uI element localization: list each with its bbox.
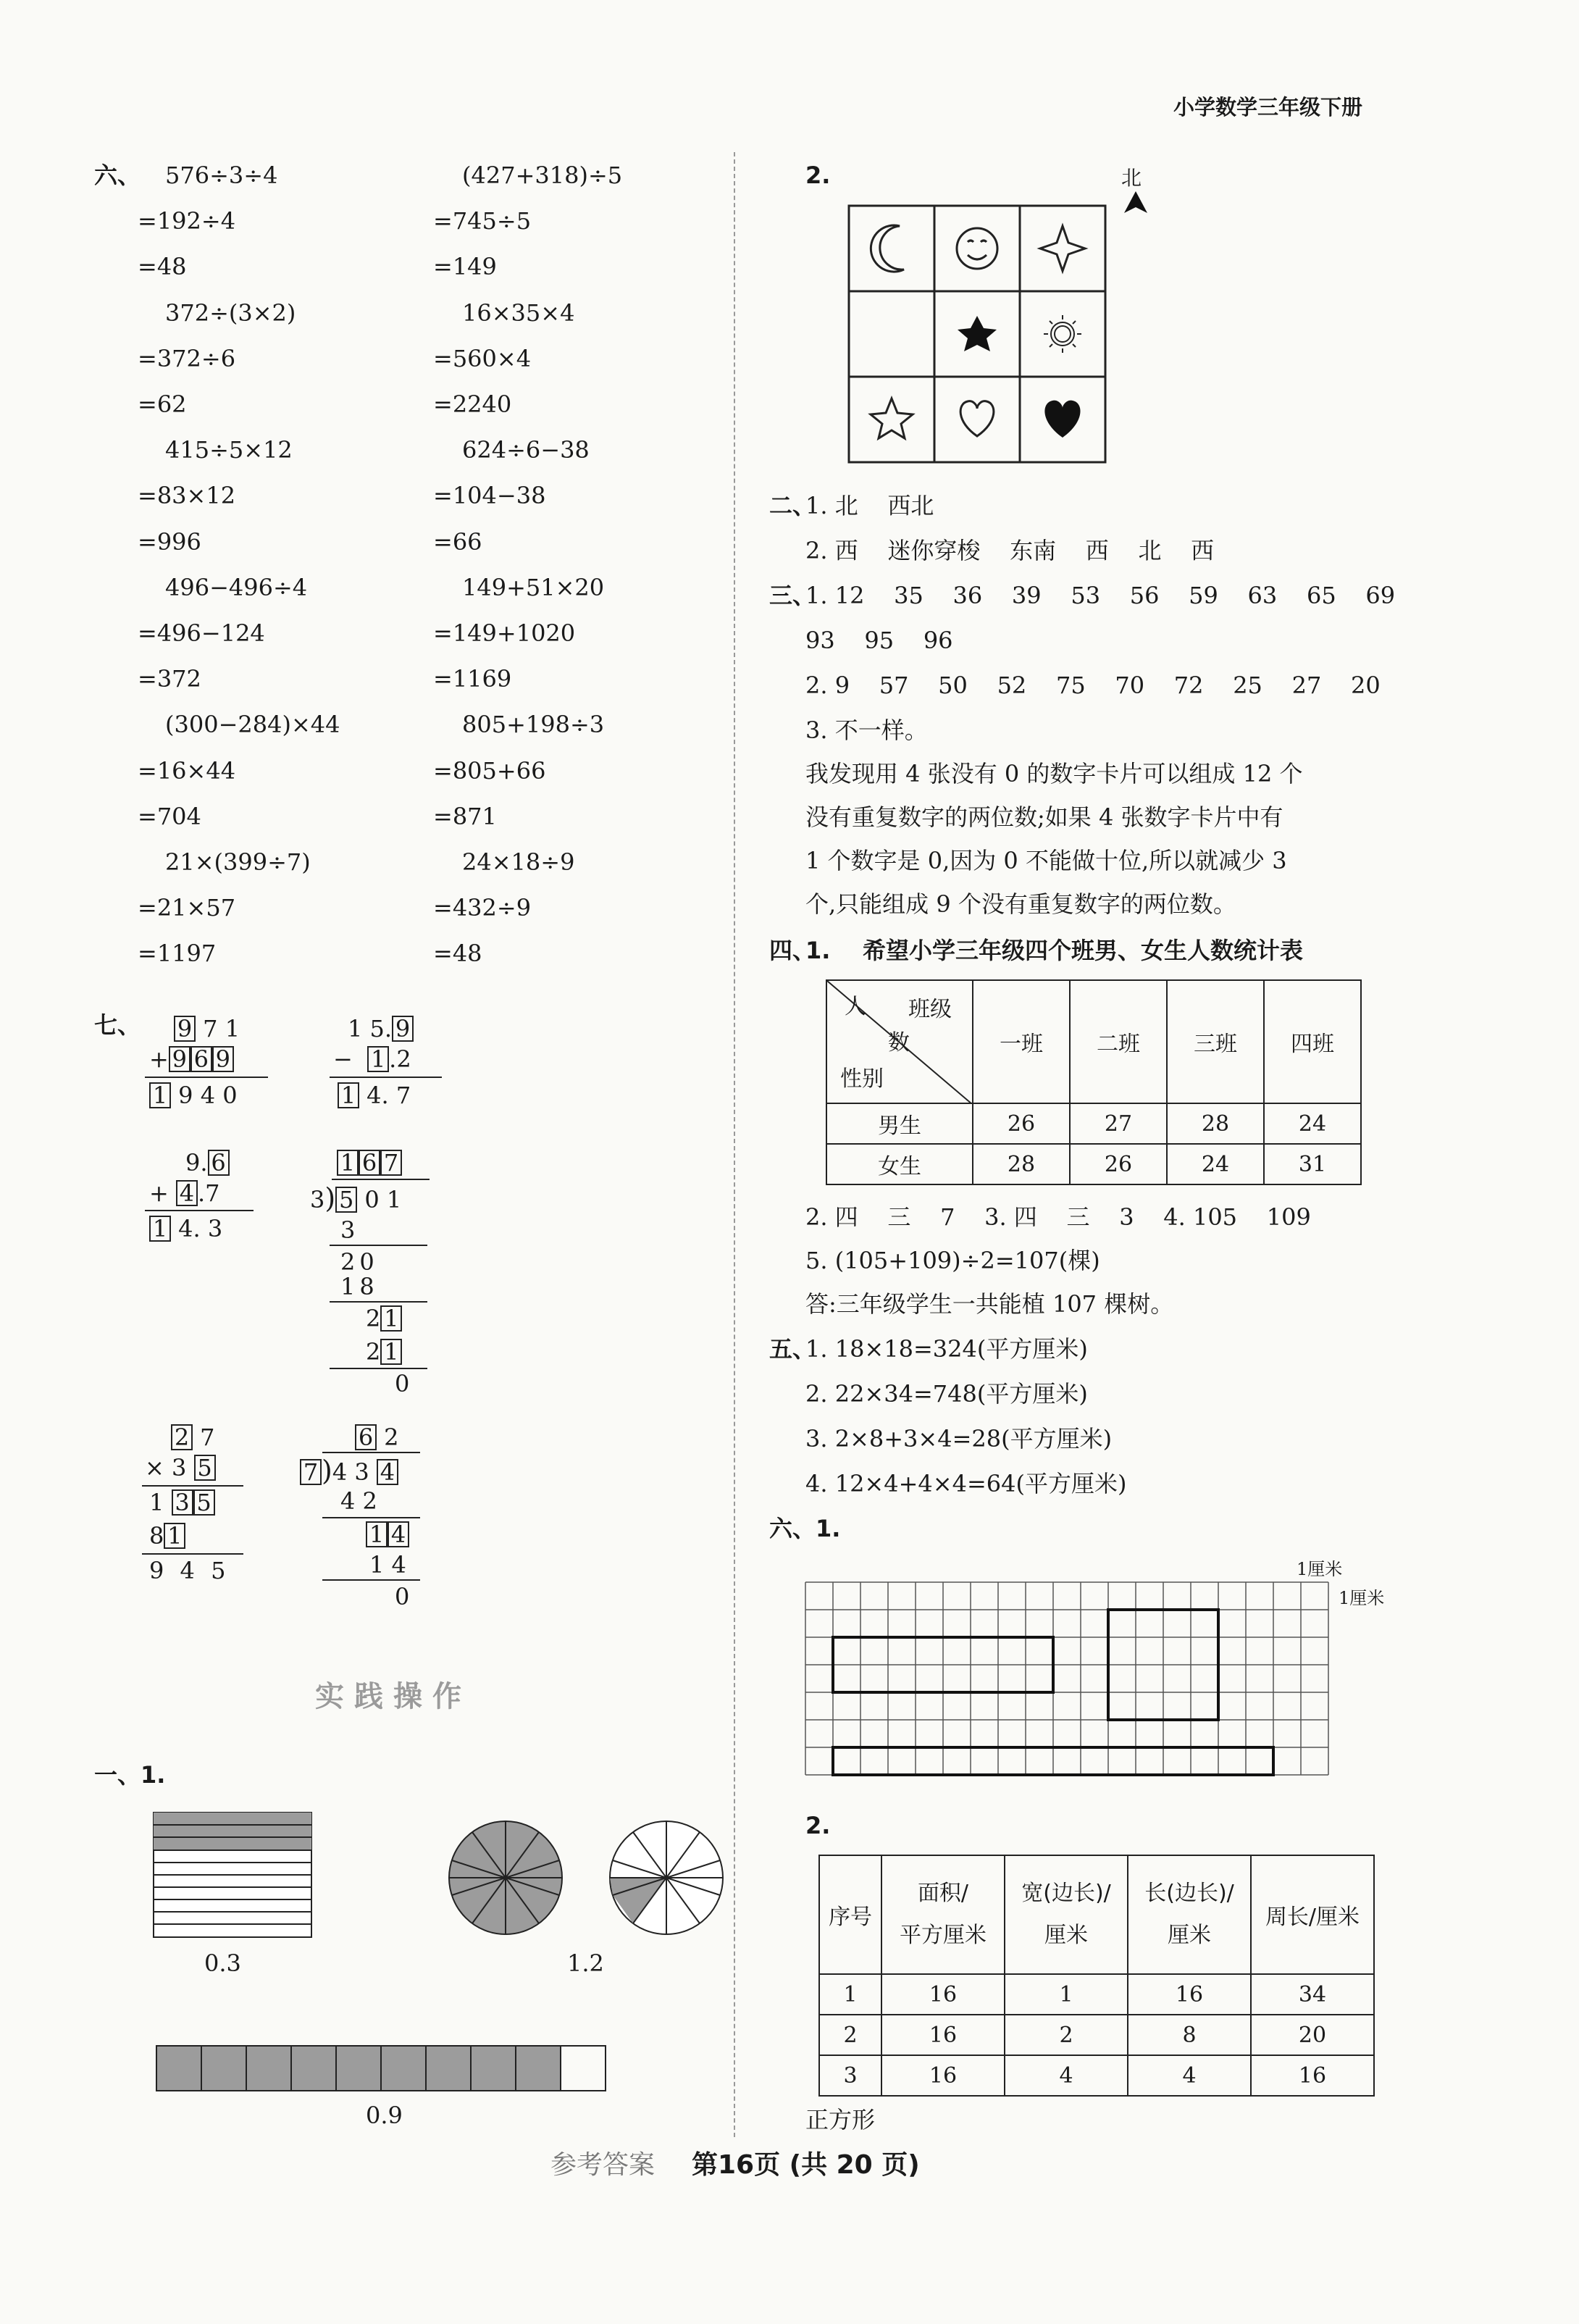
digit: 2 xyxy=(366,1305,381,1332)
practice-title: 实践操作 xyxy=(315,1680,472,1713)
digit-box: 2 xyxy=(171,1424,193,1450)
corner-label-person: 人 xyxy=(845,994,866,1019)
product: 9 4 5 xyxy=(149,1557,230,1584)
digit-box: 1 xyxy=(337,1150,359,1176)
three-answer-3: 3. 不一样。 xyxy=(805,716,928,744)
calc-line: =21×57 xyxy=(138,894,236,921)
calc-line: =432÷9 xyxy=(433,894,532,921)
digit: 0 xyxy=(364,1186,380,1213)
calc-line: =805+66 xyxy=(433,757,546,785)
calc-line: 24×18÷9 xyxy=(462,848,575,876)
digit: 2 xyxy=(384,1424,399,1451)
digit-box: 6 xyxy=(359,1150,380,1176)
fraction-rect-label: 0.3 xyxy=(204,1949,241,1977)
rule xyxy=(145,1210,254,1211)
digit-box: 1 xyxy=(149,1082,171,1108)
digit-box: 1 xyxy=(366,1521,388,1547)
rule xyxy=(322,1452,420,1453)
calc-line: =745÷5 xyxy=(433,207,532,235)
digit: 1 xyxy=(348,1015,363,1042)
digit: 3 xyxy=(207,1215,223,1242)
digit-box: 4 xyxy=(377,1459,398,1485)
table-row xyxy=(819,2015,1374,2055)
header-cell: 周长/厘米 xyxy=(1251,1855,1374,1974)
rule xyxy=(322,1579,420,1581)
digit-box: 9 xyxy=(392,1016,414,1042)
table-cell: 16 xyxy=(881,1974,1005,2015)
digit-box: 1 xyxy=(338,1082,359,1108)
corner-label-class: 班级 xyxy=(908,997,952,1022)
digit: 4. xyxy=(178,1215,201,1242)
calc-line: =48 xyxy=(433,940,482,967)
operator: × xyxy=(145,1454,164,1481)
divisor: 3 xyxy=(310,1186,325,1213)
digit-box: 4 xyxy=(176,1180,198,1206)
digit-box: 5 xyxy=(193,1489,215,1516)
calc-line: =149 xyxy=(433,253,497,280)
digit-box: 5 xyxy=(194,1455,216,1481)
calc-line: =560×4 xyxy=(433,345,532,372)
three-answer-1: 1. 12 35 36 39 53 56 59 63 65 69 xyxy=(805,582,1396,609)
table-row xyxy=(826,1144,1361,1184)
table1-col-header: 三班 xyxy=(1167,980,1264,1103)
calc-line: (300−284)×44 xyxy=(165,711,340,738)
table1-title: 1. 希望小学三年级四个班男、女生人数统计表 xyxy=(805,937,1303,964)
table-cell: 2 xyxy=(819,2015,881,2055)
calc-line: 624÷6−38 xyxy=(462,436,590,464)
digit-box: 6 xyxy=(208,1150,230,1176)
calc-line: =192÷4 xyxy=(138,207,236,235)
operator: + xyxy=(149,1179,169,1207)
digit: 7 xyxy=(200,1424,215,1451)
digit: 8 xyxy=(149,1522,164,1550)
symbol-grid xyxy=(847,204,1108,465)
division-step: 1 4 xyxy=(369,1551,406,1579)
digit: 4 xyxy=(332,1458,348,1486)
rule xyxy=(330,1077,442,1078)
division-step: 20 xyxy=(340,1248,379,1276)
digit: 3 xyxy=(171,1454,187,1481)
section-six-label: 六、 xyxy=(94,162,141,189)
corner-label-count: 数 xyxy=(888,1030,910,1056)
six-2-label: 2. xyxy=(805,1812,831,1839)
table-cell: 4 xyxy=(1128,2055,1251,2096)
table-cell: 16 xyxy=(1128,1974,1251,2015)
digit-box: 7 xyxy=(300,1459,322,1485)
calc-line: =16×44 xyxy=(138,757,236,785)
calc-line: =704 xyxy=(138,803,201,830)
digit-box: 4 xyxy=(388,1521,409,1547)
digit-box: 9 xyxy=(212,1046,234,1072)
five-answer-4: 4. 12×4+4×4=64(平方厘米) xyxy=(805,1470,1127,1497)
section-six-right-label: 六、1. xyxy=(769,1515,841,1542)
table1-corner-cell xyxy=(826,980,973,1103)
operator: − xyxy=(333,1045,353,1073)
three-explain-4: 个,只能组成 9 个没有重复数字的两位数。 xyxy=(805,890,1236,918)
calc-line: =149+1020 xyxy=(433,619,576,647)
outline-heart-icon xyxy=(960,401,994,436)
digit: 5. xyxy=(369,1015,393,1042)
outline-star-icon xyxy=(871,398,913,438)
page-header-title: 小学数学三年级下册 xyxy=(1173,95,1363,120)
table-cell: 1 xyxy=(1005,1974,1128,2015)
digit-box: 1 xyxy=(164,1523,185,1549)
division-step: 0 xyxy=(395,1370,410,1397)
rule xyxy=(142,1553,243,1555)
header-cell: 序号 xyxy=(819,1855,881,1974)
fraction-bar-figure xyxy=(155,2044,611,2095)
fraction-bar-label: 0.9 xyxy=(366,2102,403,2129)
table-cell: 24 xyxy=(1264,1103,1361,1144)
division-step: 0 xyxy=(395,1583,410,1610)
four-point-star-icon xyxy=(1040,226,1085,271)
five-answer-1: 1. 18×18=324(平方厘米) xyxy=(805,1335,1088,1363)
digit-box: 7 xyxy=(380,1150,402,1176)
four-answer-5: 5. (105+109)÷2=107(棵) xyxy=(805,1247,1100,1274)
two-answer-1: 1. 北 西北 xyxy=(805,492,934,519)
grid-side-unit-label: 1厘米 xyxy=(1339,1588,1385,1608)
calc-line: =1197 xyxy=(138,940,217,967)
digit-box: 6 xyxy=(190,1046,212,1072)
calc-line: =1169 xyxy=(433,665,512,693)
three-explain-2: 没有重复数字的两位数;如果 4 张数字卡片中有 xyxy=(805,803,1283,831)
section-four-label: 四、 xyxy=(769,937,816,964)
digit: 7 xyxy=(395,1082,411,1109)
digit: 4. xyxy=(367,1082,389,1109)
calc-line: =48 xyxy=(138,253,187,280)
sun-icon xyxy=(1044,315,1081,353)
calc-line: =2240 xyxy=(433,390,512,418)
four-answer-5-reply: 答:三年级学生一共能植 107 棵树。 xyxy=(805,1290,1174,1318)
footer-answer-label: 参考答案 xyxy=(550,2150,656,2180)
table-cell: 28 xyxy=(973,1144,1070,1184)
three-explain-1: 我发现用 4 张没有 0 的数字卡片可以组成 12 个 xyxy=(805,760,1303,787)
area-perimeter-table xyxy=(818,1855,1375,2097)
table-cell: 26 xyxy=(1070,1144,1167,1184)
three-answer-1b: 93 95 96 xyxy=(805,627,953,654)
digit: 4 xyxy=(200,1082,216,1109)
row-label: 女生 xyxy=(826,1144,973,1184)
digit-box: 1 xyxy=(380,1305,402,1332)
calc-line: =372 xyxy=(138,665,201,693)
rule xyxy=(142,1485,243,1487)
table-row xyxy=(826,1103,1361,1144)
filled-heart-icon xyxy=(1044,401,1080,438)
digit: 1 xyxy=(225,1015,240,1042)
table-cell: 16 xyxy=(1251,2055,1374,2096)
calc-line: 415÷5×12 xyxy=(165,436,293,464)
calc-line: =83×12 xyxy=(138,482,236,509)
column-divider xyxy=(734,152,735,2137)
table-cell: 8 xyxy=(1128,2015,1251,2055)
filled-star-icon xyxy=(958,316,997,351)
digit: 0 xyxy=(222,1082,238,1109)
calc-line: =372÷6 xyxy=(138,345,236,372)
table-cell: 20 xyxy=(1251,2015,1374,2055)
two-answer-2: 2. 西 迷你穿梭 东南 西 北 西 xyxy=(805,537,1215,564)
table-cell: 3 xyxy=(819,2055,881,2096)
digit: .2 xyxy=(389,1045,411,1073)
calc-line: =104−38 xyxy=(433,482,546,509)
division-step: 18 xyxy=(340,1273,379,1300)
table-cell: 27 xyxy=(1070,1103,1167,1144)
digit-box: 1 xyxy=(149,1216,171,1242)
calc-line: =62 xyxy=(138,390,187,418)
table-cell: 2 xyxy=(1005,2015,1128,2055)
table1-col-header: 一班 xyxy=(973,980,1070,1103)
digit-box: 9 xyxy=(169,1046,190,1072)
three-explain-3: 1 个数字是 0,因为 0 不能做十位,所以就减少 3 xyxy=(805,847,1287,874)
table-cell: 31 xyxy=(1264,1144,1361,1184)
table1-col-header: 二班 xyxy=(1070,980,1167,1103)
rule xyxy=(145,1077,268,1078)
grid-top-unit-label: 1厘米 xyxy=(1297,1559,1343,1579)
three-answer-2: 2. 9 57 50 52 75 70 72 25 27 20 xyxy=(805,672,1381,699)
calc-line: =996 xyxy=(138,528,201,556)
fraction-circles-label: 1.2 xyxy=(567,1949,604,1977)
table-cell: 28 xyxy=(1167,1103,1264,1144)
calc-line: 21×(399÷7) xyxy=(165,848,311,876)
calc-line: 805+198÷3 xyxy=(462,711,605,738)
operator: + xyxy=(149,1045,169,1073)
digit: .7 xyxy=(197,1179,220,1207)
calc-line: =496−124 xyxy=(138,619,265,647)
square-answer: 正方形 xyxy=(805,2106,876,2133)
digit-box: 6 xyxy=(355,1424,377,1450)
table-cell: 4 xyxy=(1005,2055,1128,2096)
five-answer-2: 2. 22×34=748(平方厘米) xyxy=(805,1380,1088,1408)
table-row xyxy=(819,2055,1374,2096)
section-three-label: 三、 xyxy=(769,582,816,609)
digit: 1 xyxy=(149,1489,164,1516)
row-label: 男生 xyxy=(826,1103,973,1144)
rule xyxy=(332,1179,430,1180)
calc-line: 496−496÷4 xyxy=(165,574,308,601)
digit: 3 xyxy=(354,1458,369,1486)
table-row xyxy=(819,1974,1374,2015)
header-cell: 宽(边长)/ 厘米 xyxy=(1005,1855,1128,1974)
gender-stats-table xyxy=(826,979,1362,1185)
digit: 2 xyxy=(366,1338,381,1366)
calc-line: 149+51×20 xyxy=(462,574,605,601)
section-two-label: 二、 xyxy=(769,492,816,519)
practice-one-label: 一、1. xyxy=(94,1761,166,1789)
five-answer-3: 3. 2×8+3×4=28(平方厘米) xyxy=(805,1425,1113,1452)
table1-col-header: 四班 xyxy=(1264,980,1361,1103)
north-arrow-icon xyxy=(1121,190,1150,216)
rule xyxy=(330,1301,427,1303)
fraction-rect-figure xyxy=(152,1811,315,1941)
digit: 9 xyxy=(178,1082,193,1109)
header-cell: 长(边长)/ 厘米 xyxy=(1128,1855,1251,1974)
table-cell: 34 xyxy=(1251,1974,1374,2015)
digit-box: 3 xyxy=(172,1489,193,1516)
calc-line: 576÷3÷4 xyxy=(165,162,278,189)
fraction-circles-figure xyxy=(442,1818,732,1941)
table-cell: 24 xyxy=(1167,1144,1264,1184)
moon-icon xyxy=(871,225,904,272)
table-cell: 26 xyxy=(973,1103,1070,1144)
header-cell: 面积/ 平方厘米 xyxy=(881,1855,1005,1974)
digit-box: 1 xyxy=(367,1046,389,1072)
right-q2-label: 2. xyxy=(805,162,831,189)
smiley-icon xyxy=(957,228,997,269)
calc-line: 372÷(3×2) xyxy=(165,299,296,327)
digit: 7 xyxy=(203,1015,218,1042)
table-cell: 1 xyxy=(819,1974,881,2015)
rule xyxy=(330,1245,427,1246)
digit: 9. xyxy=(185,1149,208,1176)
rule xyxy=(322,1517,420,1518)
rule xyxy=(330,1368,427,1369)
calc-line: (427+318)÷5 xyxy=(462,162,623,189)
division-step: 3 xyxy=(340,1216,356,1244)
calc-line: =66 xyxy=(433,528,482,556)
calc-line: =871 xyxy=(433,803,497,830)
corner-label-gender: 性别 xyxy=(840,1066,884,1092)
table-cell: 16 xyxy=(881,2015,1005,2055)
section-seven-label: 七、 xyxy=(94,1011,141,1039)
digit-box: 5 xyxy=(335,1187,357,1213)
four-answer-2: 2. 四 三 7 3. 四 三 3 4. 105 109 xyxy=(805,1203,1311,1231)
north-label: 北 xyxy=(1121,166,1142,190)
digit-box: 1 xyxy=(380,1339,402,1365)
digit-box: 9 xyxy=(174,1016,196,1042)
table-cell: 16 xyxy=(881,2055,1005,2096)
section-five-label: 五、 xyxy=(769,1335,816,1363)
calc-line: 16×35×4 xyxy=(462,299,575,327)
square-grid-figure xyxy=(804,1579,1340,1789)
division-step: 4 2 xyxy=(340,1487,377,1515)
footer-page-number: 第16页 (共 20 页) xyxy=(692,2150,920,2180)
digit: 1 xyxy=(386,1186,402,1213)
